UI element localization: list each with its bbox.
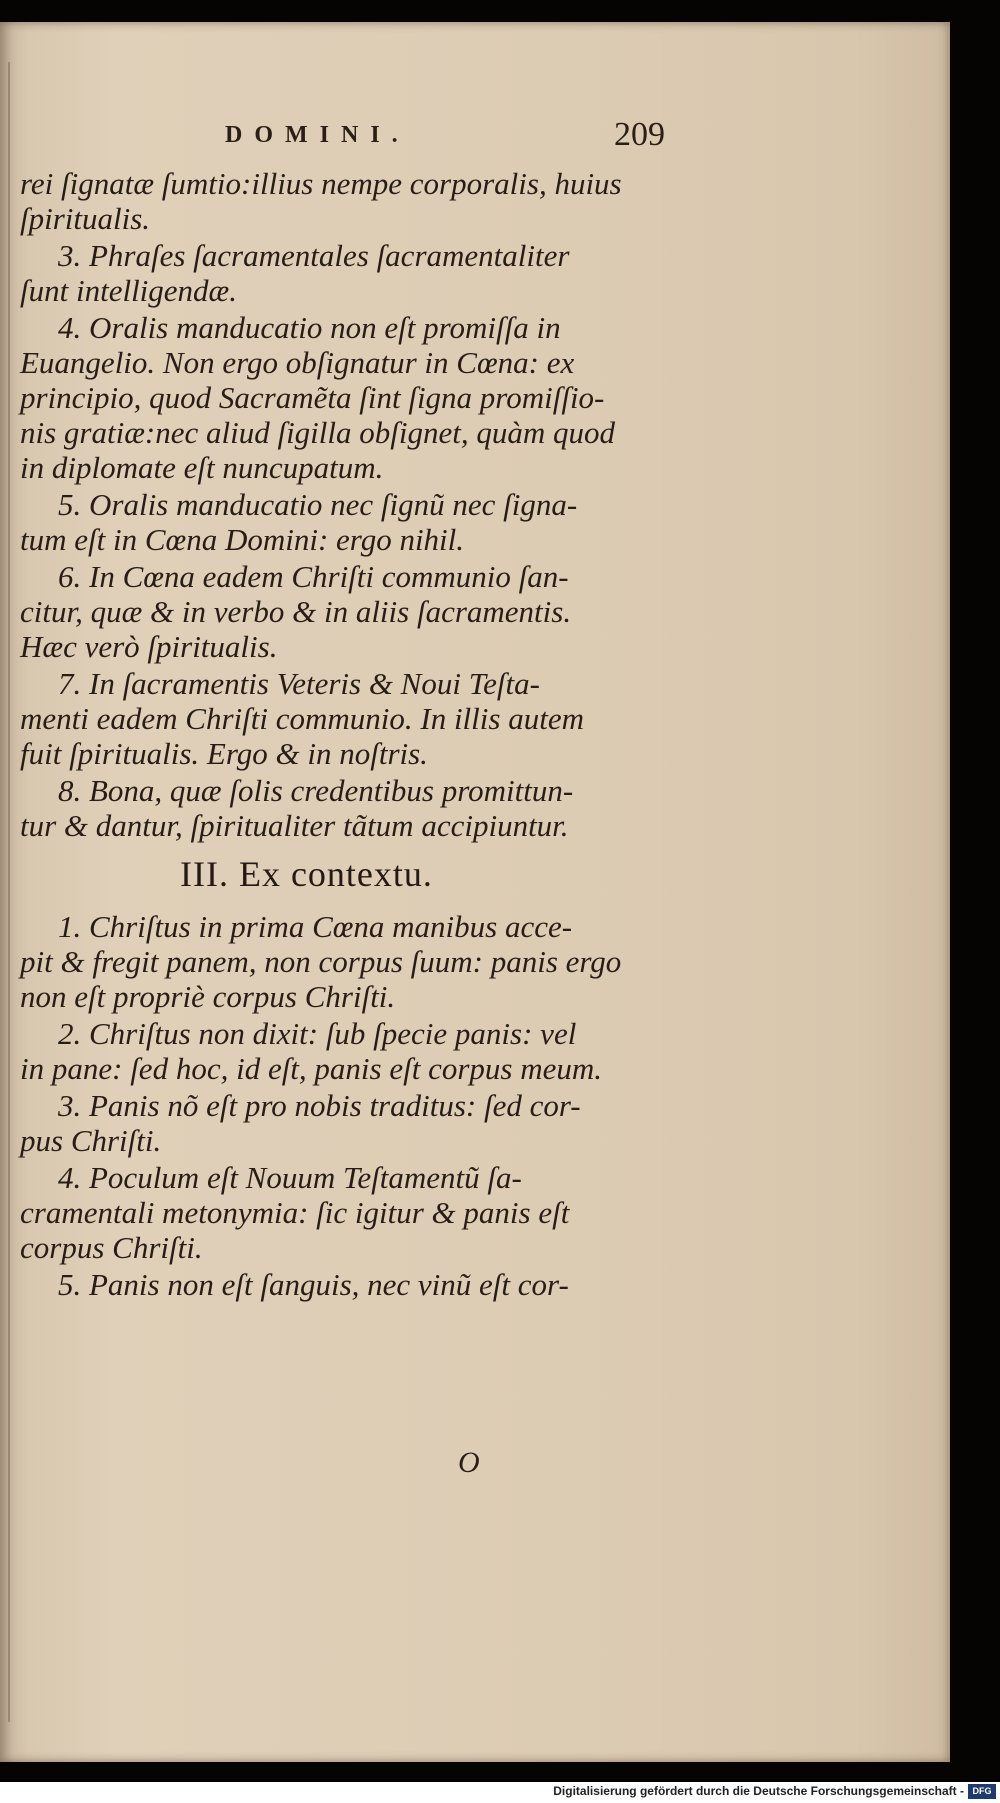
text-line: 5. Panis non eſt ſanguis, nec vinũ eſt cor- <box>58 1267 569 1302</box>
text-line: 6. In Cœna eadem Chriſti communio ſan- <box>58 559 569 594</box>
text-line: 3. Phraſes ſacramentales ſacramentaliter <box>58 238 570 273</box>
text-line: corpus Chriſti. <box>20 1230 203 1265</box>
text-line: principio, quod Sacramẽta ſint ſigna promiſſio- <box>20 380 605 415</box>
text-line: 5. Oralis manducatio nec ſignũ nec ſigna- <box>58 487 578 522</box>
text-line: 3. Panis nõ eſt pro nobis traditus: ſed cor- <box>58 1088 581 1123</box>
text-line: 4. Poculum eſt Nouum Teſtamentũ ſa- <box>58 1160 522 1195</box>
text-line: menti eadem Chriſti communio. In illis autem <box>20 701 584 736</box>
text-line: non eſt propriè corpus Chriſti. <box>20 979 396 1014</box>
text-line: in diplomate eſt nuncupatum. <box>20 450 384 485</box>
text-line: pus Chriſti. <box>20 1123 162 1158</box>
text-line: 2. Chriſtus non dixit: ſub ſpecie panis: vel <box>58 1016 577 1051</box>
text-block <box>20 166 655 1302</box>
page-header <box>225 116 665 162</box>
funding-credit: Digitalisierung gefördert durch die Deutsche Forschungsgemeinschaft - <box>553 1784 964 1798</box>
book-page <box>0 22 950 1762</box>
text-line: rei ſignatæ ſumtio:illius nempe corporalis, huius <box>20 166 622 201</box>
text-line: 1. Chriſtus in prima Cœna manibus acce- <box>58 909 573 944</box>
dfg-logo-icon: DFG <box>968 1784 996 1799</box>
text-line: tum eſt in Cœna Domini: ergo nihil. <box>20 522 465 557</box>
text-line: ſpiritualis. <box>20 201 151 236</box>
catchword: O <box>458 1446 480 1479</box>
text-line: in pane: ſed hoc, id eſt, panis eſt corpus meum. <box>20 1051 603 1086</box>
text-line: 8. Bona, quæ ſolis credentibus promittun- <box>58 773 574 808</box>
section-heading: III. Ex contextu. <box>180 854 433 894</box>
footer-bar <box>0 1782 1000 1803</box>
text-line: Euangelio. Non ergo obſignatur in Cœna: ex <box>20 345 575 380</box>
page-gutter <box>8 62 10 1722</box>
text-line: nis gratiæ:nec aliud ſigilla obſignet, quàm quod <box>20 415 616 450</box>
text-line: pit & fregit panem, non corpus ſuum: panis ergo <box>20 944 622 979</box>
text-line: ſunt intelligendæ. <box>20 273 237 308</box>
text-line: Hæc verò ſpiritualis. <box>20 629 278 664</box>
text-line: fuit ſpiritualis. Ergo & in noſtris. <box>20 736 428 771</box>
text-line: citur, quæ & in verbo & in aliis ſacramentis. <box>20 594 572 629</box>
text-line: 4. Oralis manducatio non eſt promiſſa in <box>58 310 561 345</box>
text-line: tur & dantur, ſpiritualiter tãtum accipiuntur. <box>20 808 569 843</box>
page-number: 209 <box>614 116 665 153</box>
text-line: cramentali metonymia: ſic igitur & panis eſt <box>20 1195 570 1230</box>
running-head: DOMINI. <box>225 122 410 148</box>
text-line: 7. In ſacramentis Veteris & Noui Teſta- <box>58 666 540 701</box>
